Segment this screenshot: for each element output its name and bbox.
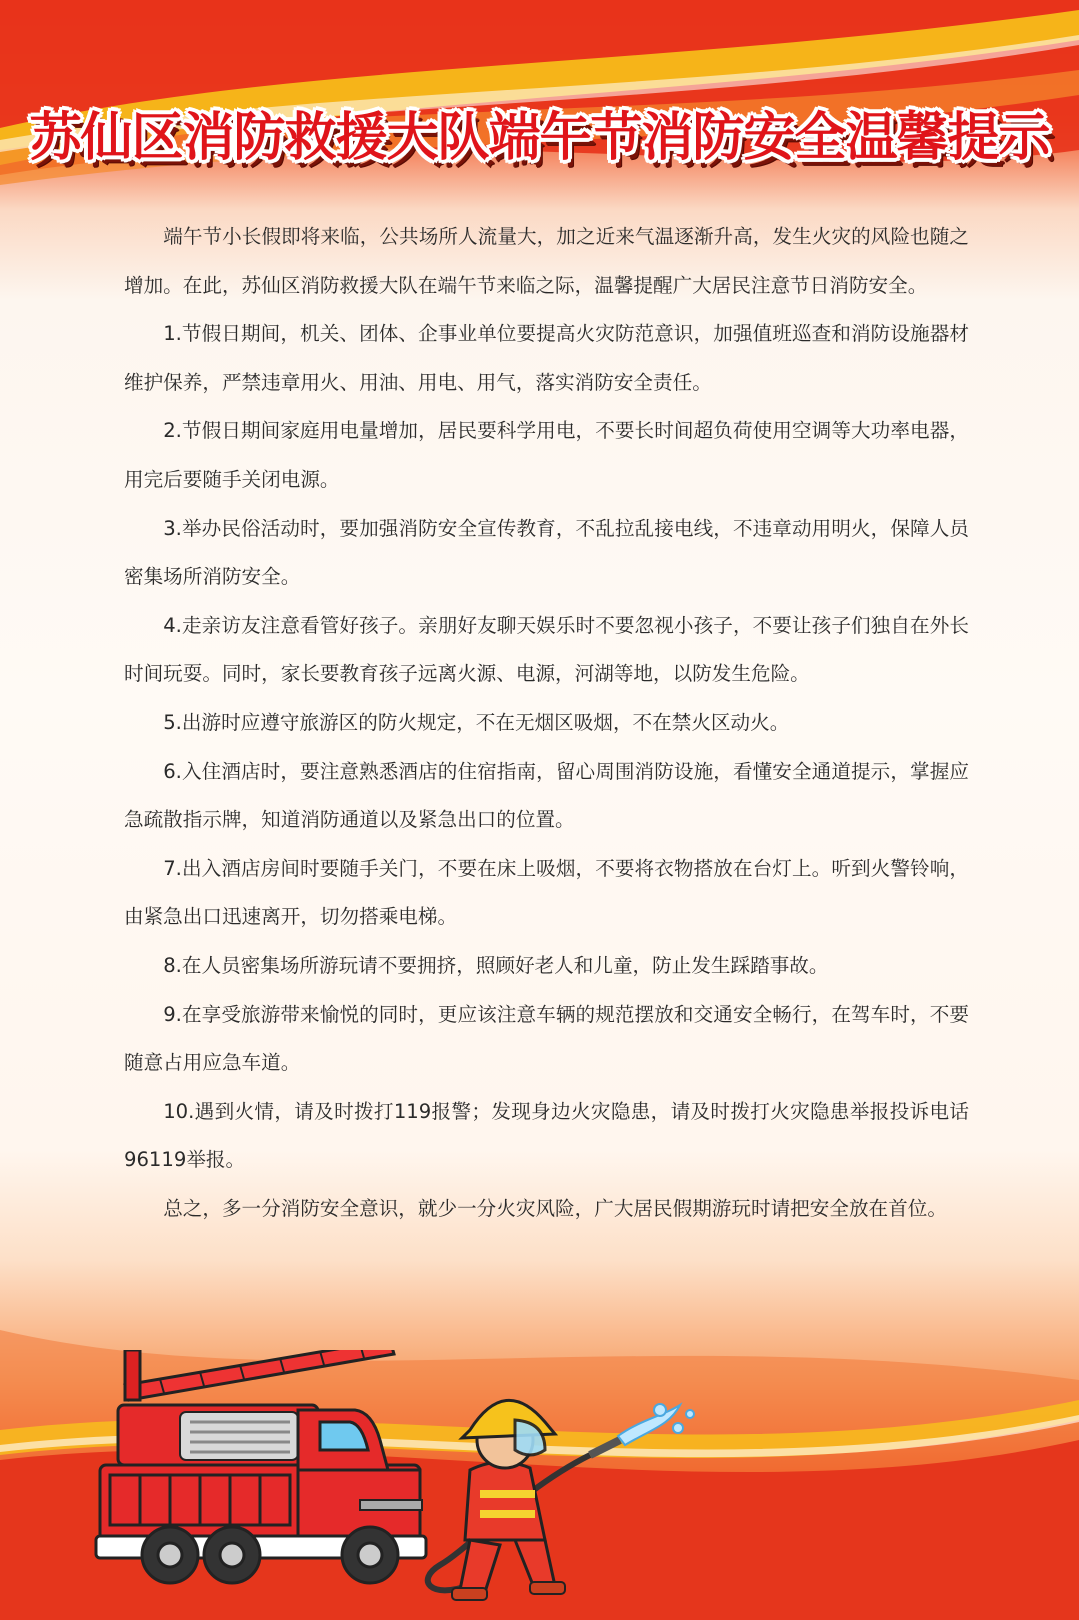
tip-3: 3.举办民俗活动时，要加强消防安全宣传教育，不乱拉乱接电线，不违章动用明火，保障人员密集场所消防安全。: [124, 516, 969, 589]
poster-body: [124, 213, 969, 1233]
tip-7: 7.出入酒店房间时要随手关门，不要在床上吸烟，不要将衣物搭放在台灯上。听到火警铃响，由紧急出口迅速离开，切勿搭乘电梯。: [124, 856, 969, 929]
conclusion-paragraph: 总之，多一分消防安全意识，就少一分火灾风险，广大居民假期游玩时请把安全放在首位。: [163, 1196, 947, 1220]
fire-scene-illustration: [0, 1350, 1079, 1620]
tip-10: 10.遇到火情，请及时拨打119报警；发现身边火灾隐患，请及时拨打火灾隐患举报投诉电话96119举报。: [124, 1099, 969, 1172]
tip-6: 6.入住酒店时，要注意熟悉酒店的住宿指南，留心周围消防设施，看懂安全通道提示，掌握应急疏散指示牌，知道消防通道以及紧急出口的位置。: [124, 759, 969, 832]
poster-title: 苏仙区消防救援大队端午节消防安全温馨提示: [29, 108, 1050, 168]
tip-4: 4.走亲访友注意看管好孩子。亲朋好友聊天娱乐时不要忽视小孩子，不要让孩子们独自在外长时间玩耍。同时，家长要教育孩子远离火源、电源，河湖等地，以防发生危险。: [124, 613, 969, 686]
firefighter-icon: [428, 1400, 694, 1600]
tip-9: 9.在享受旅游带来愉悦的同时，更应该注意车辆的规范摆放和交通安全畅行，在驾车时，不要随意占用应急车道。: [124, 1002, 969, 1075]
fire-truck-icon: [96, 1350, 426, 1583]
tip-2: 2.节假日期间家庭用电量增加，居民要科学用电，不要长时间超负荷使用空调等大功率电器，用完后要随手关闭电源。: [124, 419, 969, 491]
title-area: [0, 95, 1079, 170]
tip-8: 8.在人员密集场所游玩请不要拥挤，照顾好老人和儿童，防止发生踩踏事故。: [163, 953, 829, 977]
intro-paragraph: 端午节小长假即将来临，公共场所人流量大，加之近来气温逐渐升高，发生火灾的风险也随之增加。在此，苏仙区消防救援大队在端午节来临之际，温馨提醒广大居民注意节日消防安全。: [124, 225, 969, 297]
tip-5: 5.出游时应遵守旅游区的防火规定，不在无烟区吸烟，不在禁火区动火。: [163, 710, 790, 734]
tip-1: 1.节假日期间，机关、团体、企事业单位要提高火灾防范意识，加强值班巡查和消防设施器材维护保养，严禁违章用火、用油、用电、用气，落实消防安全责任。: [124, 322, 969, 394]
